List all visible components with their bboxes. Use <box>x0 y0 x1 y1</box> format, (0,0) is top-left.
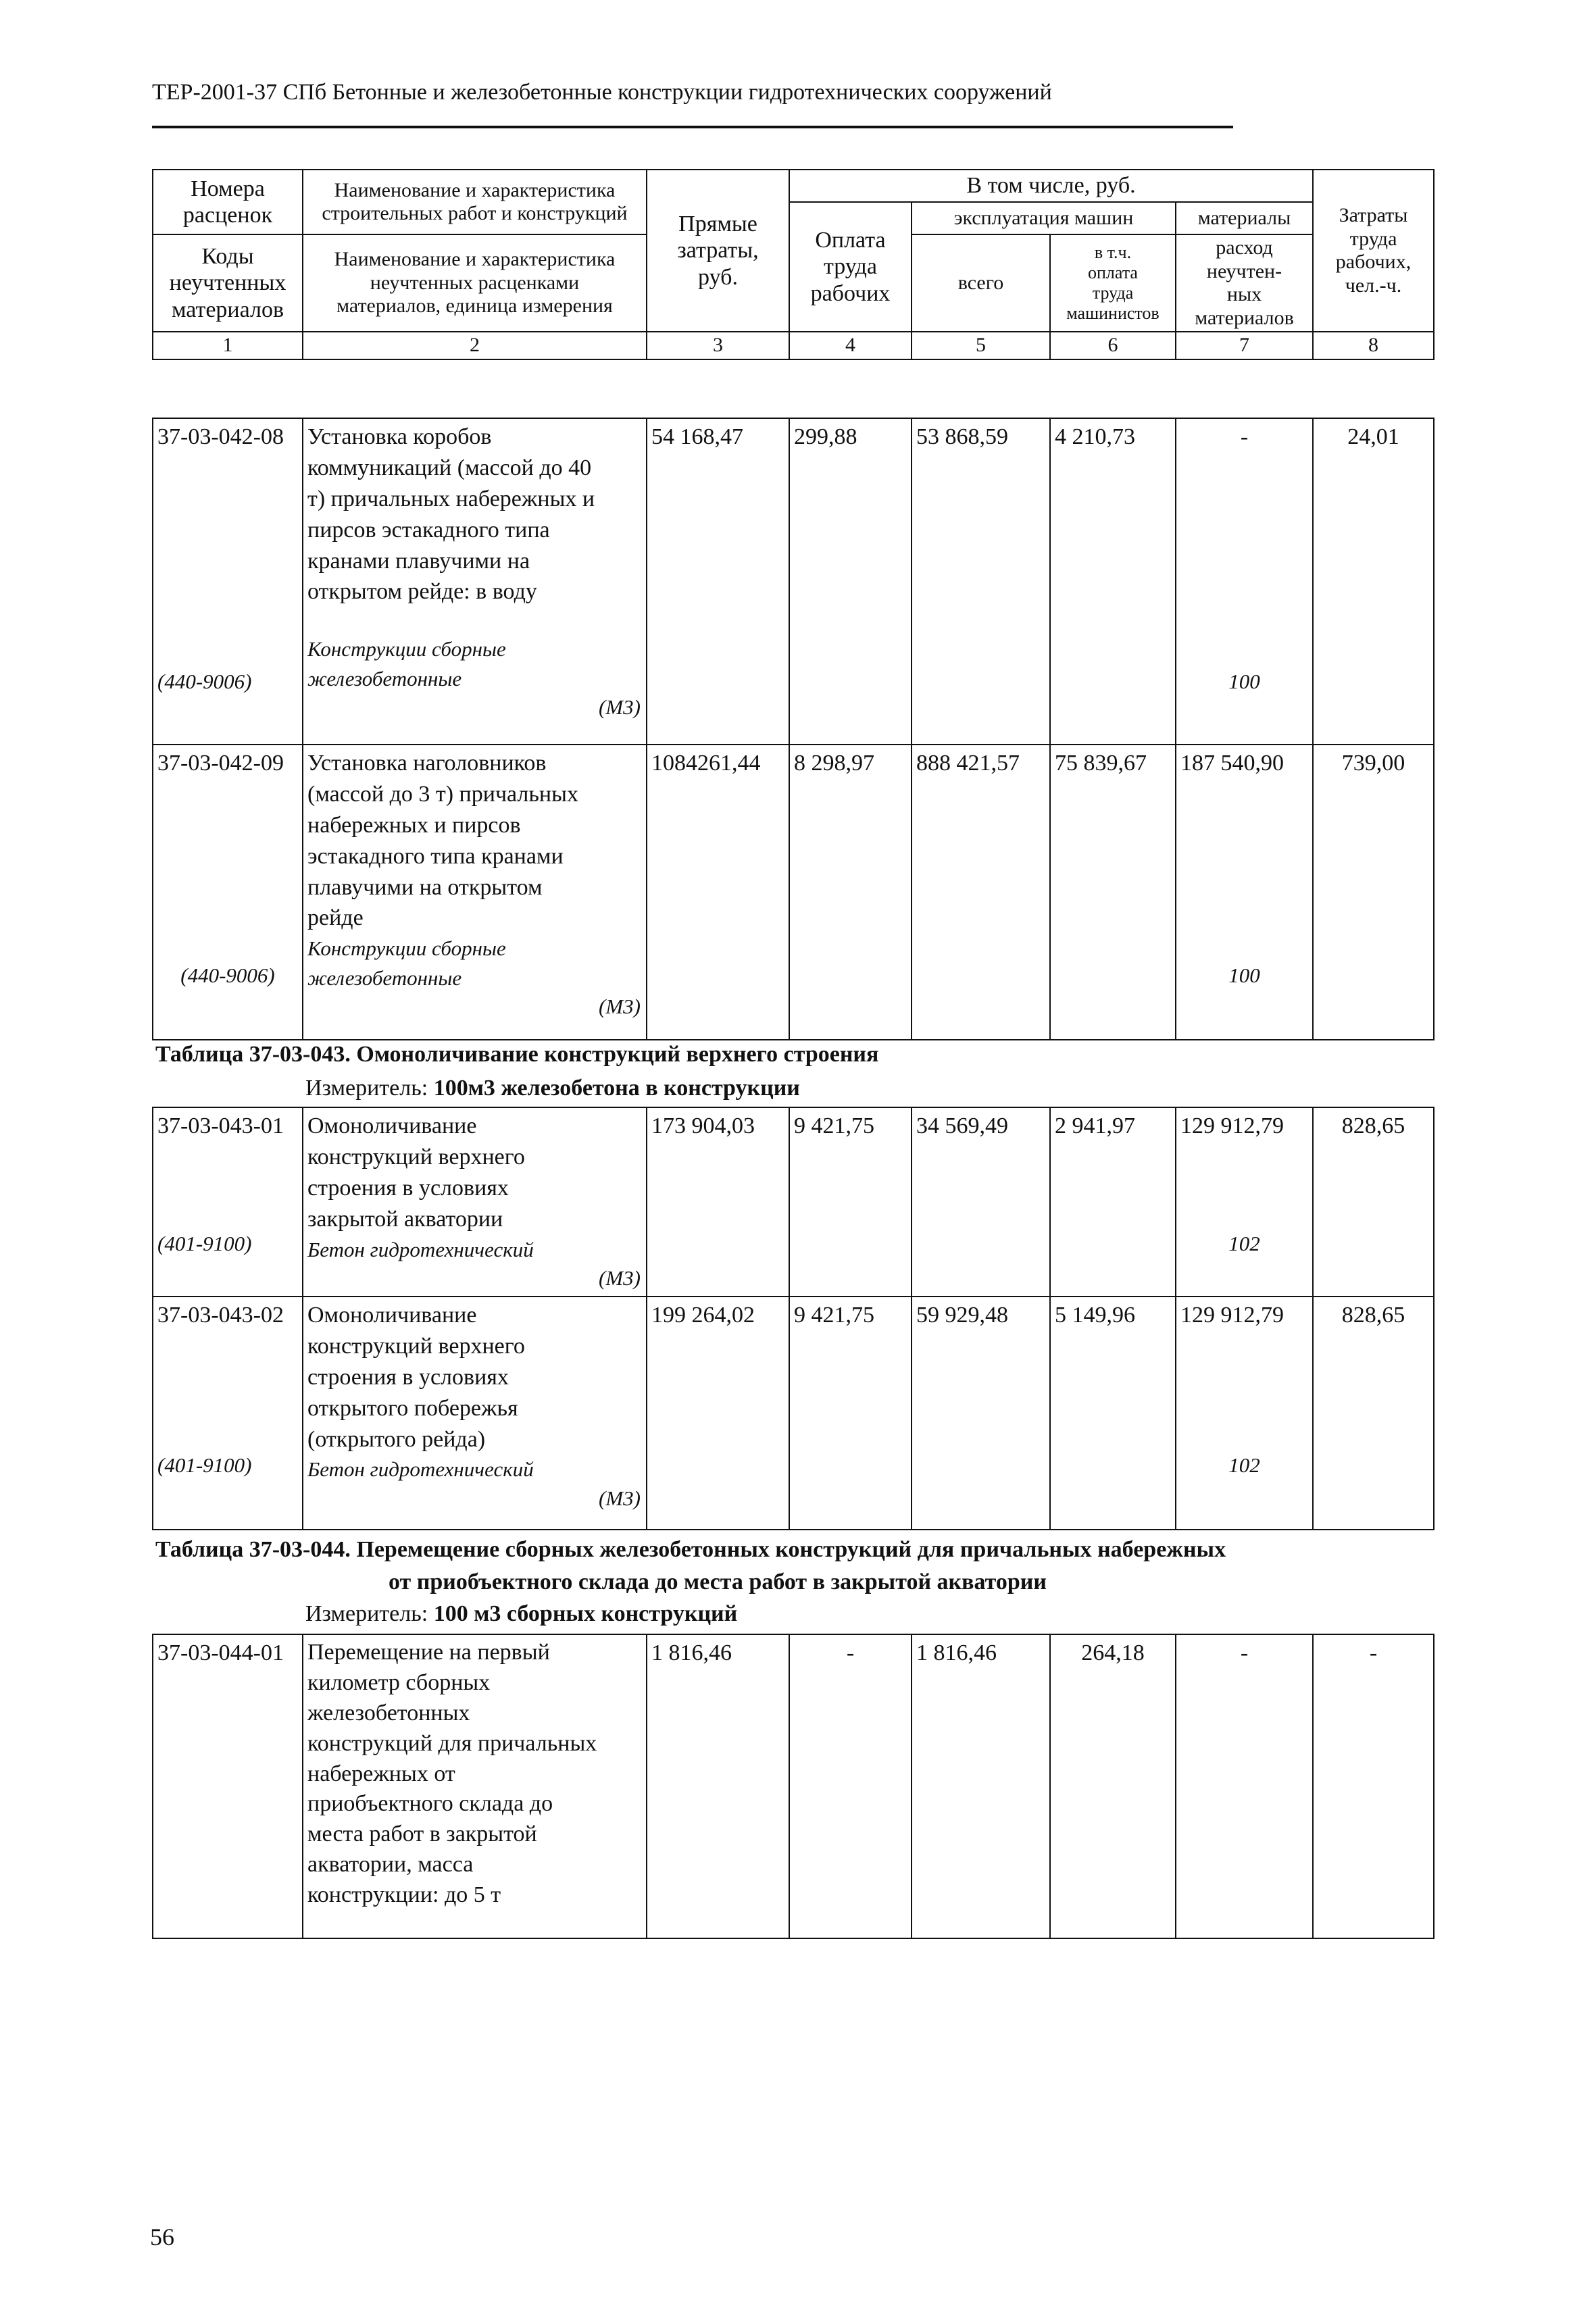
table-row <box>153 745 1434 1040</box>
materials-cost: - <box>1176 1634 1313 1938</box>
work-name-line: набережных и пирсов <box>307 812 521 838</box>
material-unit: (М3) <box>599 995 641 1019</box>
col1-top-header: Номера расценок <box>153 170 303 234</box>
work-name-line: Омоноличивание <box>307 1303 477 1328</box>
materials-cell <box>1176 1297 1313 1530</box>
page-number: 56 <box>150 2223 174 2250</box>
work-name-line: Установка коробов <box>307 424 492 449</box>
material-code: (440-9006) <box>180 963 275 987</box>
material-name: железобетонные <box>307 666 462 690</box>
machinists-cost: 5 149,96 <box>1050 1297 1176 1530</box>
rate-code: 37-03-043-02 <box>157 1303 284 1328</box>
work-name-line: строения в условиях <box>307 1364 509 1390</box>
work-name-line: конструкций верхнего <box>307 1333 525 1359</box>
work-name-line: Перемещение на первый <box>307 1640 550 1665</box>
work-name-line: конструкции: до 5 т <box>307 1882 501 1907</box>
rate-code: 37-03-043-01 <box>157 1113 284 1138</box>
table-043 <box>152 1107 1435 1530</box>
material-code: (440-9006) <box>157 669 252 693</box>
col-number-7: 7 <box>1176 332 1313 359</box>
material-quantity: 102 <box>1228 1453 1260 1477</box>
measure-value: 100м3 железобетона в конструкции <box>433 1076 800 1101</box>
col7-header: расход неучтен- ных материалов <box>1176 234 1313 332</box>
machines-cost: 53 868,59 <box>912 418 1050 745</box>
col2-top-header: Наименование и характеристика строительных работ и конструкций <box>303 170 647 234</box>
material-unit: (М3) <box>599 1486 641 1510</box>
work-name-cell <box>303 418 647 745</box>
work-name-cell <box>303 1107 647 1297</box>
direct-cost: 1 816,46 <box>647 1634 789 1938</box>
material-name: Конструкции сборные <box>307 936 506 961</box>
work-name-cell <box>303 745 647 1040</box>
work-name-line: конструкций для причальных <box>307 1730 597 1756</box>
machines-cost: 888 421,57 <box>912 745 1050 1040</box>
direct-cost: 173 904,03 <box>647 1107 789 1297</box>
material-code: (401-9100) <box>157 1453 252 1477</box>
col4-header: Оплата труда рабочих <box>789 202 912 332</box>
table-044 <box>152 1634 1435 1939</box>
materials-cost: 129 912,79 <box>1180 1113 1284 1138</box>
labor-cost: - <box>789 1634 912 1938</box>
col1-bottom-header: Коды неучтенных материалов <box>153 234 303 332</box>
work-name-line: т) причальных набережных и <box>307 486 595 511</box>
table-row <box>153 1297 1434 1530</box>
work-name-line: километр сборных <box>307 1669 491 1695</box>
materials-cost: 129 912,79 <box>1180 1303 1284 1328</box>
material-unit: (М3) <box>599 1265 641 1290</box>
table-044-measure <box>305 1601 737 1627</box>
table-row <box>153 1107 1434 1297</box>
table-043-measure <box>305 1076 800 1101</box>
work-name-cell <box>303 1634 647 1938</box>
work-name-line: места работ в закрытой <box>307 1821 537 1847</box>
col6-header: в т.ч. оплата труда машинистов <box>1050 234 1176 332</box>
col3-header: Прямые затраты, руб. <box>647 170 789 332</box>
col-number-5: 5 <box>912 332 1050 359</box>
material-unit: (М3) <box>599 695 641 720</box>
table-043-title: Таблица 37-03-043. Омоноличивание конструкций верхнего строения <box>155 1042 879 1067</box>
table-042 <box>152 418 1435 1040</box>
labor-cost: 8 298,97 <box>789 745 912 1040</box>
work-name-line: набережных от <box>307 1761 455 1786</box>
table-044-title-line2: от приобъектного склада до места работ в закрытой акватории <box>389 1569 1047 1594</box>
rate-code-cell <box>153 1107 303 1297</box>
work-name-line: открытого побережья <box>307 1395 518 1421</box>
rate-code-cell <box>153 418 303 745</box>
col-number-8: 8 <box>1313 332 1434 359</box>
work-name-line: закрытой акватории <box>307 1206 503 1232</box>
material-quantity: 102 <box>1228 1231 1260 1255</box>
labor-hours: 24,01 <box>1313 418 1434 745</box>
rate-code: 37-03-044-01 <box>157 1640 284 1665</box>
work-name-line: кранами плавучими на <box>307 548 530 574</box>
machinists-cost: 4 210,73 <box>1050 418 1176 745</box>
material-name: железобетонные <box>307 965 462 990</box>
materials-cost: - <box>1240 424 1249 449</box>
direct-cost: 1084261,44 <box>647 745 789 1040</box>
rate-code: 37-03-042-08 <box>157 424 284 449</box>
direct-cost: 54 168,47 <box>647 418 789 745</box>
materials-cell <box>1176 1107 1313 1297</box>
work-name-line: акватории, масса <box>307 1852 474 1878</box>
work-name-line: рейде <box>307 905 364 931</box>
col-number-4: 4 <box>789 332 912 359</box>
table-044-title-line1: Таблица 37-03-044. Перемещение сборных железобетонных конструкций для причальных набережных <box>155 1537 1226 1562</box>
work-name-line: эстакадного типа кранами <box>307 843 564 869</box>
col-number-2: 2 <box>303 332 647 359</box>
machines-header: эксплуатация машин <box>912 202 1176 234</box>
col-number-6: 6 <box>1050 332 1176 359</box>
labor-cost: 9 421,75 <box>789 1107 912 1297</box>
machines-cost: 59 929,48 <box>912 1297 1050 1530</box>
machinists-cost: 264,18 <box>1050 1634 1176 1938</box>
work-name-line: плавучими на открытом <box>307 874 543 900</box>
header-rule <box>152 126 1233 128</box>
work-name-line: Омоноличивание <box>307 1113 477 1138</box>
material-quantity: 100 <box>1228 963 1260 987</box>
machinists-cost: 75 839,67 <box>1050 745 1176 1040</box>
rate-code: 37-03-042-09 <box>157 751 284 776</box>
col8-header: Затраты труда рабочих, чел.-ч. <box>1313 170 1434 332</box>
measure-label: Измеритель: <box>305 1601 434 1626</box>
labor-hours: 828,65 <box>1313 1297 1434 1530</box>
work-name-line: пирсов эстакадного типа <box>307 517 550 543</box>
labor-hours: 739,00 <box>1313 745 1434 1040</box>
material-name: Бетон гидротехнический <box>307 1237 534 1261</box>
labor-cost: 9 421,75 <box>789 1297 912 1530</box>
material-quantity: 100 <box>1228 669 1260 693</box>
work-name-line: конструкций верхнего <box>307 1144 525 1169</box>
work-name-cell <box>303 1297 647 1530</box>
material-code: (401-9100) <box>157 1231 252 1255</box>
work-name-line: открытом рейде: в воду <box>307 579 537 605</box>
col-number-3: 3 <box>647 332 789 359</box>
page-header: ТЕР-2001-37 СПб Бетонные и железобетонные конструкции гидротехнических сооружений <box>152 80 1052 105</box>
measure-label: Измеритель: <box>305 1076 434 1101</box>
machinists-cost: 2 941,97 <box>1050 1107 1176 1297</box>
labor-hours: 828,65 <box>1313 1107 1434 1297</box>
work-name-line: коммуникаций (массой до 40 <box>307 455 592 480</box>
table-row <box>153 1634 1434 1938</box>
work-name-line: строения в условиях <box>307 1175 509 1201</box>
labor-hours: - <box>1313 1634 1434 1938</box>
work-name-line: Установка наголовников <box>307 751 547 776</box>
labor-cost: 299,88 <box>789 418 912 745</box>
rate-code-cell <box>153 1297 303 1530</box>
rate-code-cell <box>153 745 303 1040</box>
material-name: Конструкции сборные <box>307 637 506 661</box>
materials-cost: 187 540,90 <box>1180 751 1284 776</box>
material-name: Бетон гидротехнический <box>307 1457 534 1482</box>
materials-cell <box>1176 745 1313 1040</box>
measure-value: 100 м3 сборных конструкций <box>433 1601 738 1626</box>
table-row <box>153 418 1434 745</box>
col-number-1: 1 <box>153 332 303 359</box>
column-header-table <box>152 169 1435 360</box>
work-name-line: (массой до 3 т) причальных <box>307 781 578 807</box>
work-name-line: железобетонных <box>307 1700 470 1726</box>
direct-cost: 199 264,02 <box>647 1297 789 1530</box>
col2-bottom-header: Наименование и характеристика неучтенных расценками материалов, единица измерения <box>303 234 647 332</box>
materials-header: материалы <box>1176 202 1313 234</box>
materials-cell <box>1176 418 1313 745</box>
work-name-line: приобъектного склада до <box>307 1791 553 1817</box>
machines-cost: 1 816,46 <box>912 1634 1050 1938</box>
work-name-line: (открытого рейда) <box>307 1426 486 1452</box>
machines-cost: 34 569,49 <box>912 1107 1050 1297</box>
rate-code-cell <box>153 1634 303 1938</box>
col5-header: всего <box>912 234 1050 332</box>
in-that-number-header: В том числе, руб. <box>789 170 1313 202</box>
